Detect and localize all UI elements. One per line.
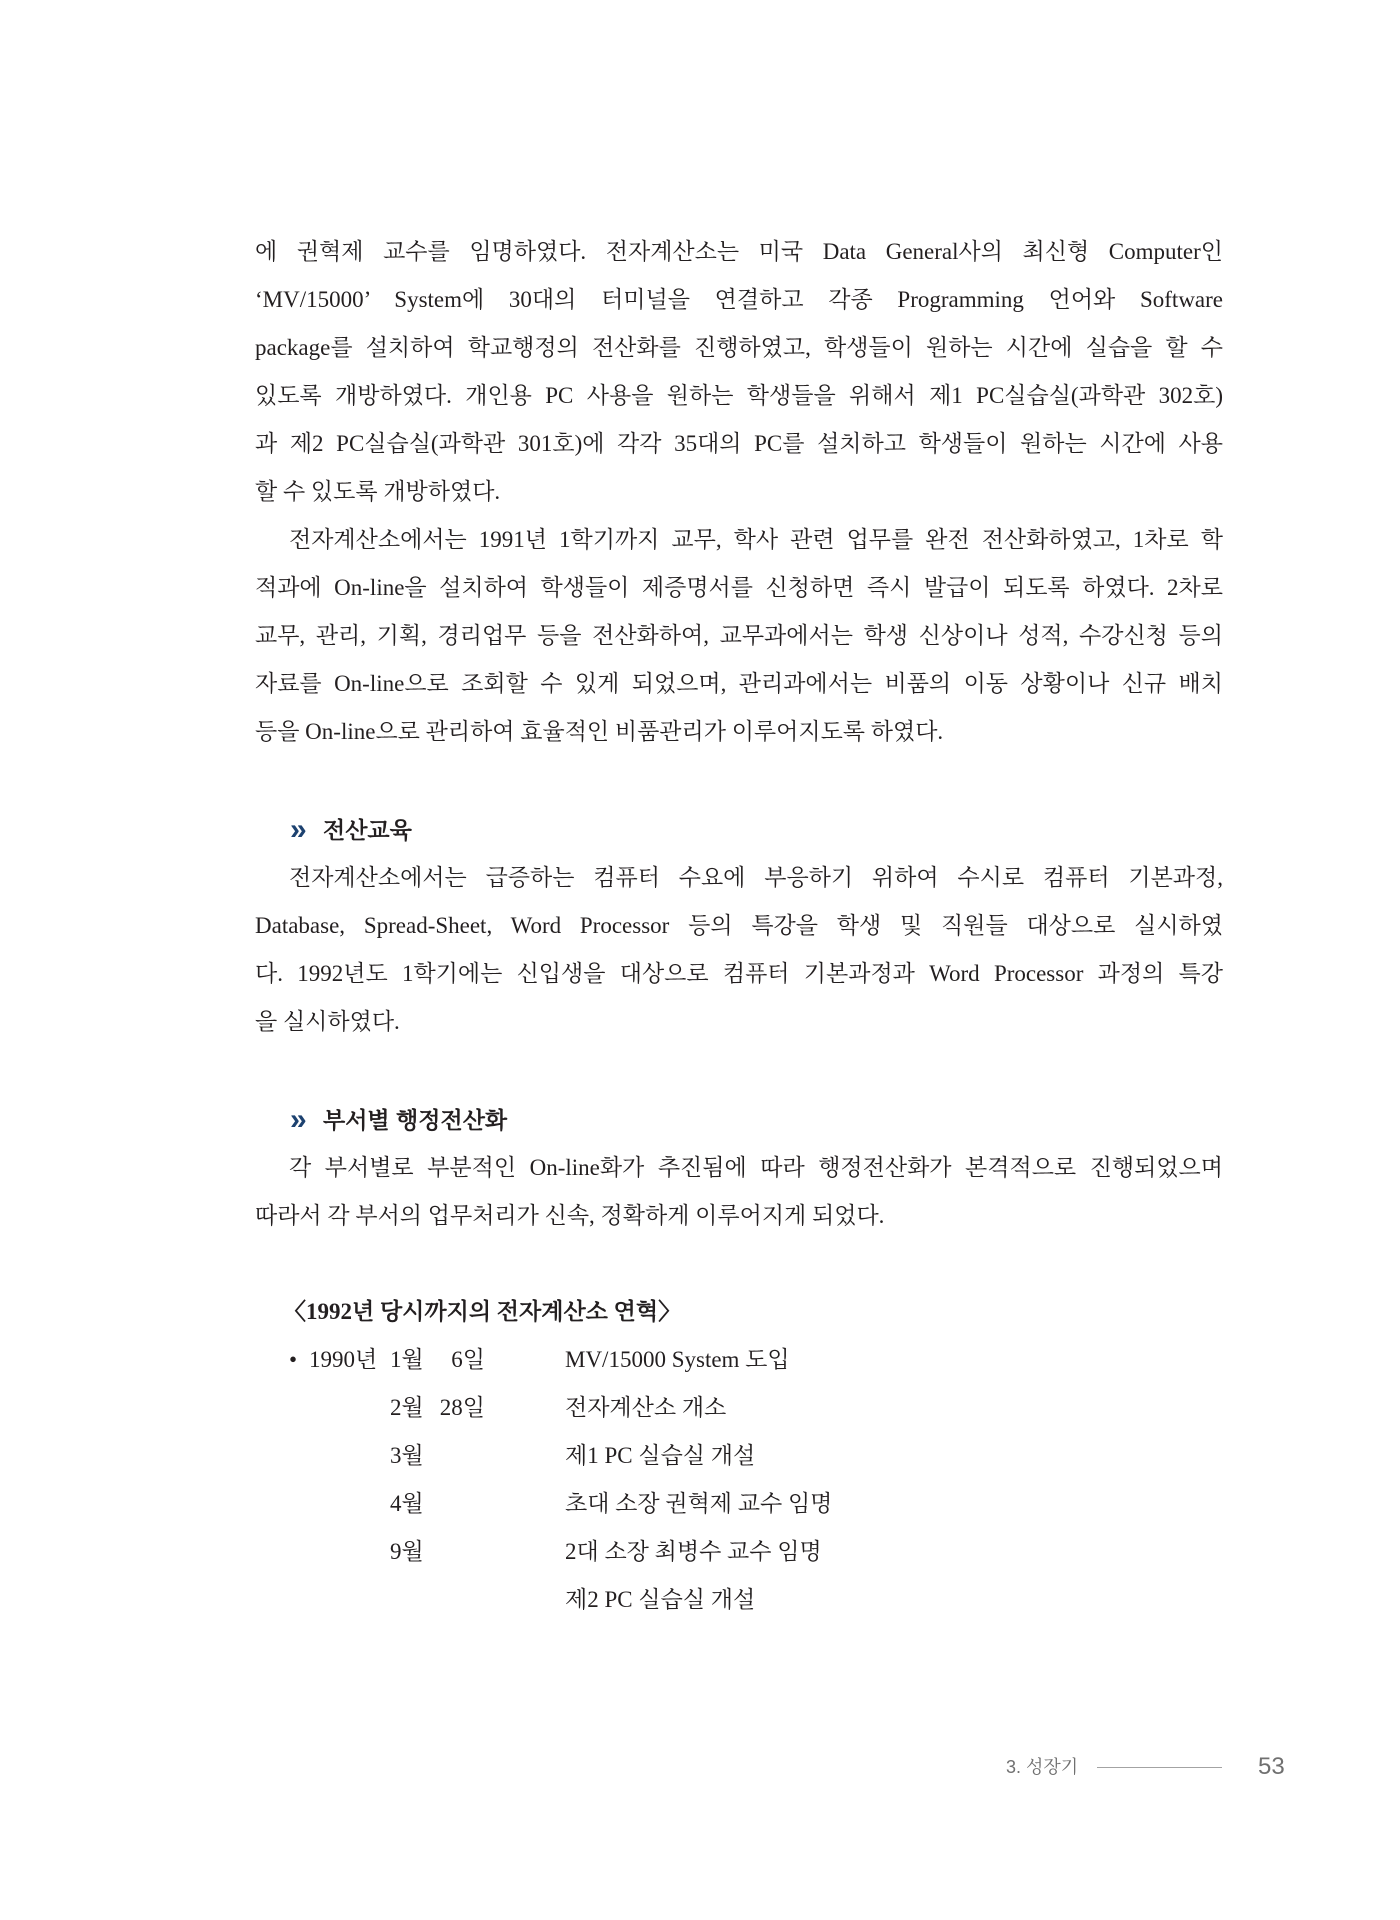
text-line: 과 제2 PC실습실(과학관 301호)에 각각 35대의 PC를 설치하고 학생들이 원하는 시간에 사용	[255, 431, 1223, 456]
entry-day: 6일	[451, 1347, 485, 1372]
text-line: 에 권혁제 교수를 임명하였다. 전자계산소는 미국 Data General사의 최신형 Computer인	[255, 239, 1223, 264]
history-entry	[255, 1432, 1223, 1480]
section-heading-title: 부서별 행정전산화	[323, 1107, 508, 1133]
text-line: ‘MV/15000’ System에 30대의 터미널을 연결하고 각종 Programming 언어와 Software	[255, 287, 1223, 312]
entry-month: 2월	[390, 1395, 424, 1420]
history-list	[255, 1288, 1223, 1624]
paragraph	[255, 228, 1223, 516]
page-body	[255, 228, 1223, 1624]
footer-rule	[1097, 1767, 1222, 1768]
text-line: 적과에 On-line을 설치하여 학생들이 제증명서를 신청하면 즉시 발급이 되도록 하였다. 2차로	[255, 575, 1223, 600]
text-line: Database, Spread-Sheet, Word Processor 등의 특강을 학생 및 직원들 대상으로 실시하였	[255, 913, 1223, 938]
entry-event: 2대 소장 최병수 교수 임명	[565, 1539, 822, 1564]
list-bullet: •	[289, 1347, 298, 1372]
entry-event: 제2 PC 실습실 개설	[565, 1587, 756, 1612]
entry-month: 3월	[390, 1443, 424, 1468]
entry-event: 전자계산소 개소	[565, 1395, 727, 1420]
history-entry	[255, 1384, 1223, 1432]
text-line: 할 수 있도록 개방하였다.	[255, 479, 501, 504]
double-chevron-right-icon: »	[290, 813, 305, 846]
history-title: 〈1992년 당시까지의 전자계산소 연혁〉	[283, 1299, 682, 1324]
text-line: 전자계산소에서는 급증하는 컴퓨터 수요에 부응하기 위하여 수시로 컴퓨터 기본과정,	[289, 865, 1223, 890]
entry-year: 1990년	[309, 1347, 378, 1372]
text-line: 을 실시하였다.	[255, 1009, 400, 1034]
text-line: 등을 On-line으로 관리하여 효율적인 비품관리가 이루어지도록 하였다.	[255, 719, 944, 744]
text-line: 교무, 관리, 기획, 경리업무 등을 전산화하여, 교무과에서는 학생 신상이나 성적, 수강신청 등의	[255, 623, 1223, 648]
section-heading-title: 전산교육	[323, 817, 412, 843]
entry-month: 9월	[390, 1539, 424, 1564]
entry-event: MV/15000 System 도입	[565, 1347, 790, 1372]
text-line: 따라서 각 부서의 업무처리가 신속, 정확하게 이루어지게 되었다.	[255, 1203, 885, 1228]
entry-month: 1월	[390, 1347, 424, 1372]
text-line: package를 설치하여 학교행정의 전산화를 진행하였고, 학생들이 원하는 시간에 실습을 할 수	[255, 335, 1223, 360]
text-line: 전자계산소에서는 1991년 1학기까지 교무, 학사 관련 업무를 완전 전산화하였고, 1차로 학	[289, 527, 1223, 552]
history-entry	[255, 1528, 1223, 1576]
history-entry	[255, 1576, 1223, 1624]
double-chevron-right-icon: »	[290, 1103, 305, 1136]
text-line: 다. 1992년도 1학기에는 신입생을 대상으로 컴퓨터 기본과정과 Word Processor 과정의 특강	[255, 961, 1223, 986]
history-entry	[255, 1480, 1223, 1528]
paragraph	[255, 1144, 1223, 1240]
page-number: 53	[1258, 1753, 1285, 1780]
section-heading	[255, 806, 1223, 854]
section-heading	[255, 1096, 1223, 1144]
text-line: 있도록 개방하였다. 개인용 PC 사용을 원하는 학생들을 위해서 제1 PC실습실(과학관 302호)	[255, 383, 1223, 408]
entry-event: 초대 소장 권혁제 교수 임명	[565, 1491, 833, 1516]
text-line: 자료를 On-line으로 조회할 수 있게 되었으며, 관리과에서는 비품의 이동 상황이나 신규 배치	[255, 671, 1223, 696]
chapter-label: 3. 성장기	[1006, 1757, 1079, 1777]
entry-month: 4월	[390, 1491, 424, 1516]
entry-event: 제1 PC 실습실 개설	[565, 1443, 756, 1468]
paragraph	[255, 854, 1223, 1046]
text-line: 각 부서별로 부분적인 On-line화가 추진됨에 따라 행정전산화가 본격적으로 진행되었으며	[289, 1155, 1223, 1180]
paragraph	[255, 516, 1223, 756]
entry-day: 28일	[439, 1395, 485, 1420]
history-entry	[255, 1336, 1223, 1384]
